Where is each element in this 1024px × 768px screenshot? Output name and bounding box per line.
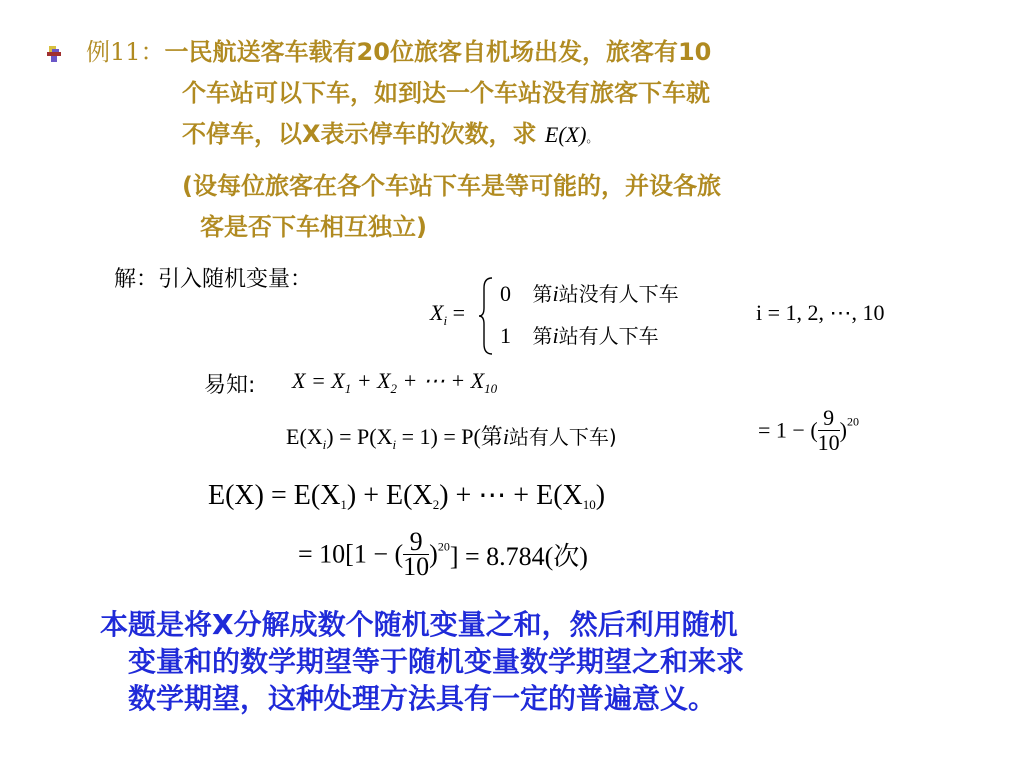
xi-case-0 [500, 278, 679, 307]
problem-text-1: 一民航送客车载有20位旅客自机场出发，旅客有10 [164, 38, 712, 66]
case0-pre: 第 [532, 282, 553, 306]
summary-line-2: 变量和的数学期望等于随机变量数学期望之和来求 [128, 645, 745, 678]
xi-range: i = 1, 2, ⋯, 10 [756, 300, 885, 325]
problem-line-2: 个车站可以下车，如到达一个车站没有旅客下车就 [182, 79, 710, 107]
case1-var: i [552, 323, 559, 348]
xi-lhs-sub: i [443, 313, 448, 328]
problem-note-2: 客是否下车相互独立) [200, 213, 427, 241]
result-equation: = 10[1 − ( $\frac{9}{10}$ )$^{20}$] = 8.784(次) [298, 527, 588, 581]
problem-label: 例11： [86, 38, 165, 66]
result-fraction: $\frac{9}{10}$ [403, 527, 430, 581]
exi-fraction: $\frac{9}{10}$ [817, 405, 840, 455]
case1-pre: 第 [532, 324, 553, 348]
case1-post: 站有人下车 [558, 324, 659, 348]
solution-intro: 解：引入随机变量： [114, 267, 313, 292]
bullet-icon [44, 44, 64, 64]
ex-sum-equation: $E(X) = E(X_1) + E(X_2)$ + ⋯ + $E(X_{10})$ [208, 480, 606, 512]
problem-note-1: (设每位旅客在各个车站下车是等可能的，并设各旅 [182, 172, 721, 200]
case0-post: 站没有人下车 [558, 282, 679, 306]
problem-line-3 [182, 120, 598, 152]
left-brace [478, 276, 496, 356]
easy-know-label: 易知: [204, 373, 256, 398]
xi-lhs [430, 300, 465, 329]
problem-math-ex: E(X) [544, 122, 587, 147]
case0-var: i [552, 281, 559, 306]
case1-value: 1 [500, 323, 511, 348]
problem-text-3: 不停车，以X表示停车的次数，求 [182, 120, 537, 148]
summary-line-3: 数学期望，这种处理方法具有一定的普遍意义。 [128, 682, 717, 715]
exi-result: = 1 − ( $\frac{9}{10}$ )$^{20}$ [758, 405, 859, 455]
summary-line-1: 本题是将X分解成数个随机变量之和，然后利用随机 [100, 608, 738, 641]
xi-lhs-var: X [430, 300, 444, 325]
problem-end-mark: 。 [586, 131, 599, 145]
exi-equation: $E(X_i) = P(X_i = 1) = P$(第i站有人下车) [286, 424, 617, 452]
case0-value: 0 [500, 281, 511, 306]
problem-line-1 [86, 38, 711, 66]
x-sum-equation: $X = X_1 + X_2$ + ⋯ + $X_{10}$ [292, 368, 498, 396]
xi-eq: = [452, 300, 465, 325]
xi-case-1 [500, 320, 659, 349]
